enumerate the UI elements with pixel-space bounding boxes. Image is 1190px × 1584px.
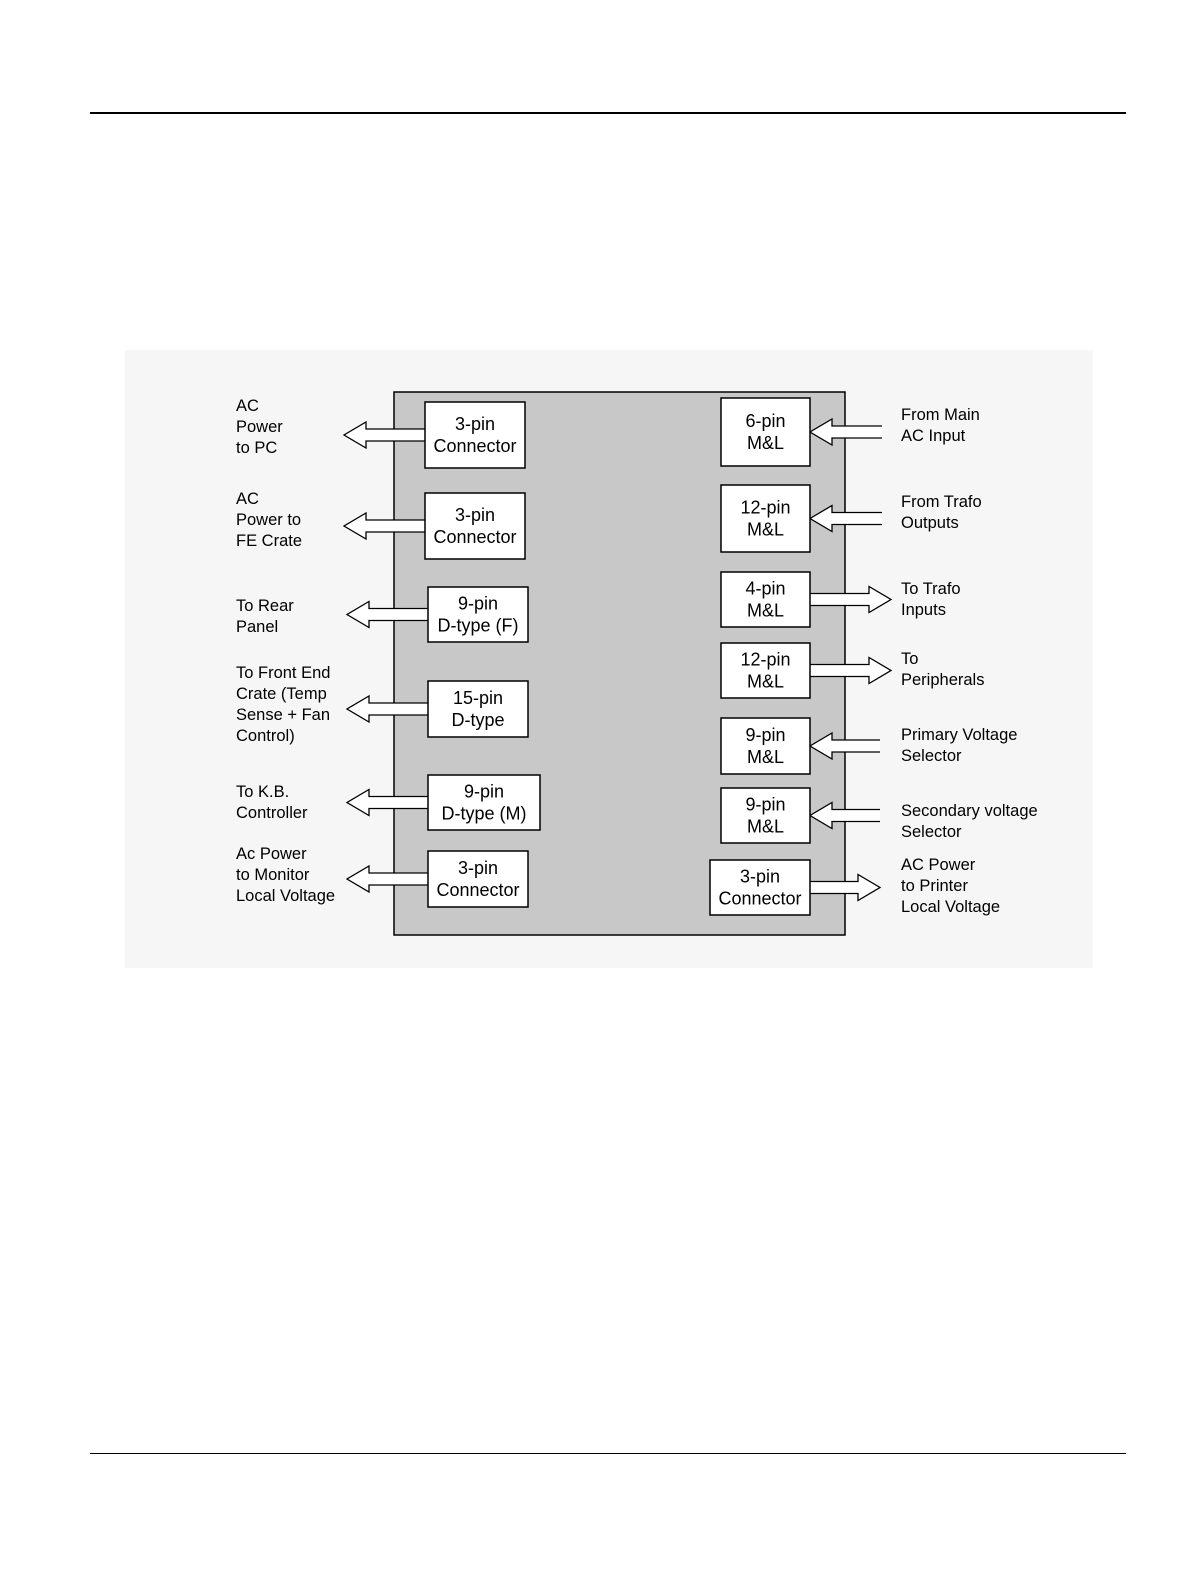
right-connector-2-box	[721, 485, 810, 552]
right-connector-3-label: To Trafo	[901, 580, 961, 598]
footer-rule	[90, 1453, 1126, 1454]
right-connector-7-label: AC Power	[901, 856, 976, 874]
left-connector-1-label: AC	[236, 397, 259, 415]
left-connector-5-box-label: D-type (M)	[441, 803, 527, 824]
right-connector-1-box-label: M&L	[746, 433, 785, 453]
left-connector-2-box-label: Connector	[433, 527, 517, 547]
right-connector-7-box-label: 3-pin	[739, 866, 781, 887]
left-connector-3-box-label: 9-pin	[457, 593, 499, 614]
right-connector-1-box	[721, 398, 810, 466]
right-connector-7-box-label: Connector	[718, 888, 802, 909]
right-connector-7-label: to Printer	[901, 877, 968, 895]
left-connector-1-box	[425, 402, 525, 468]
left-connector-1-box-label: Connector	[433, 436, 517, 456]
right-connector-5-box-label: M&L	[746, 747, 785, 767]
right-connector-1-label: AC Input	[901, 427, 966, 445]
left-connector-4-box-label: D-type	[451, 710, 505, 730]
left-connector-4-label: To Front End	[236, 664, 331, 682]
left-connector-6-box-label: Connector	[436, 880, 520, 900]
right-connector-5-box-label: 9-pin	[745, 725, 786, 745]
left-connector-4-label: Crate (Temp	[236, 685, 327, 703]
right-connector-3-label: Inputs	[901, 601, 946, 619]
right-connector-4-label: To	[901, 650, 919, 668]
left-connector-1-label: Power	[236, 418, 283, 436]
left-connector-6-label: to Monitor	[236, 866, 310, 884]
left-connector-3-box-label: D-type (F)	[437, 615, 519, 636]
right-connector-4-box-label: 12-pin	[740, 649, 791, 670]
right-connector-4-box-label: M&L	[746, 671, 785, 692]
left-connector-5-label: Controller	[236, 804, 308, 822]
right-connector-6-box-label: M&L	[746, 816, 785, 837]
left-connector-6-label: Local Voltage	[236, 887, 336, 905]
right-connector-1-label: From Main	[901, 406, 980, 424]
left-connector-3-label: Panel	[236, 618, 279, 636]
right-connector-1-box-label: 6-pin	[745, 411, 786, 431]
left-connector-3-label: To Rear	[236, 597, 294, 615]
left-connector-2-label: Power to	[236, 511, 302, 529]
left-connector-5-label: To K.B.	[236, 783, 290, 801]
left-connector-6-label: Ac Power	[236, 845, 307, 863]
left-connector-2-label: FE Crate	[236, 532, 303, 550]
left-connector-1-label: to PC	[236, 439, 278, 457]
right-connector-6-box-label: 9-pin	[745, 794, 786, 815]
right-connector-3-box-label: 4-pin	[745, 578, 786, 599]
right-connector-5-label: Selector	[901, 747, 962, 765]
left-connector-2-label: AC	[236, 490, 259, 508]
right-connector-4-label: Peripherals	[901, 671, 985, 689]
left-connector-2-box	[425, 493, 525, 559]
right-connector-7-label: Local Voltage	[901, 898, 1001, 916]
left-connector-4-label: Sense + Fan	[236, 706, 331, 724]
right-connector-6-label: Secondary voltage	[901, 802, 1038, 820]
left-connector-2-box-label: 3-pin	[454, 505, 496, 525]
right-connector-2-box-label: 12-pin	[740, 497, 791, 518]
right-connector-6-label: Selector	[901, 823, 962, 841]
right-connector-2-label: From Trafo	[901, 493, 982, 511]
left-connector-5-box-label: 9-pin	[463, 781, 505, 802]
left-connector-6-box-label: 3-pin	[457, 858, 499, 878]
right-connector-5-label: Primary Voltage	[901, 726, 1018, 744]
right-connector-3-box-label: M&L	[746, 600, 785, 621]
right-connector-2-label: Outputs	[901, 514, 959, 532]
left-connector-4-label: Control)	[236, 727, 295, 745]
left-connector-4-box-label: 15-pin	[452, 688, 504, 708]
right-connector-2-box-label: M&L	[746, 519, 785, 540]
left-connector-1-box-label: 3-pin	[454, 414, 496, 434]
